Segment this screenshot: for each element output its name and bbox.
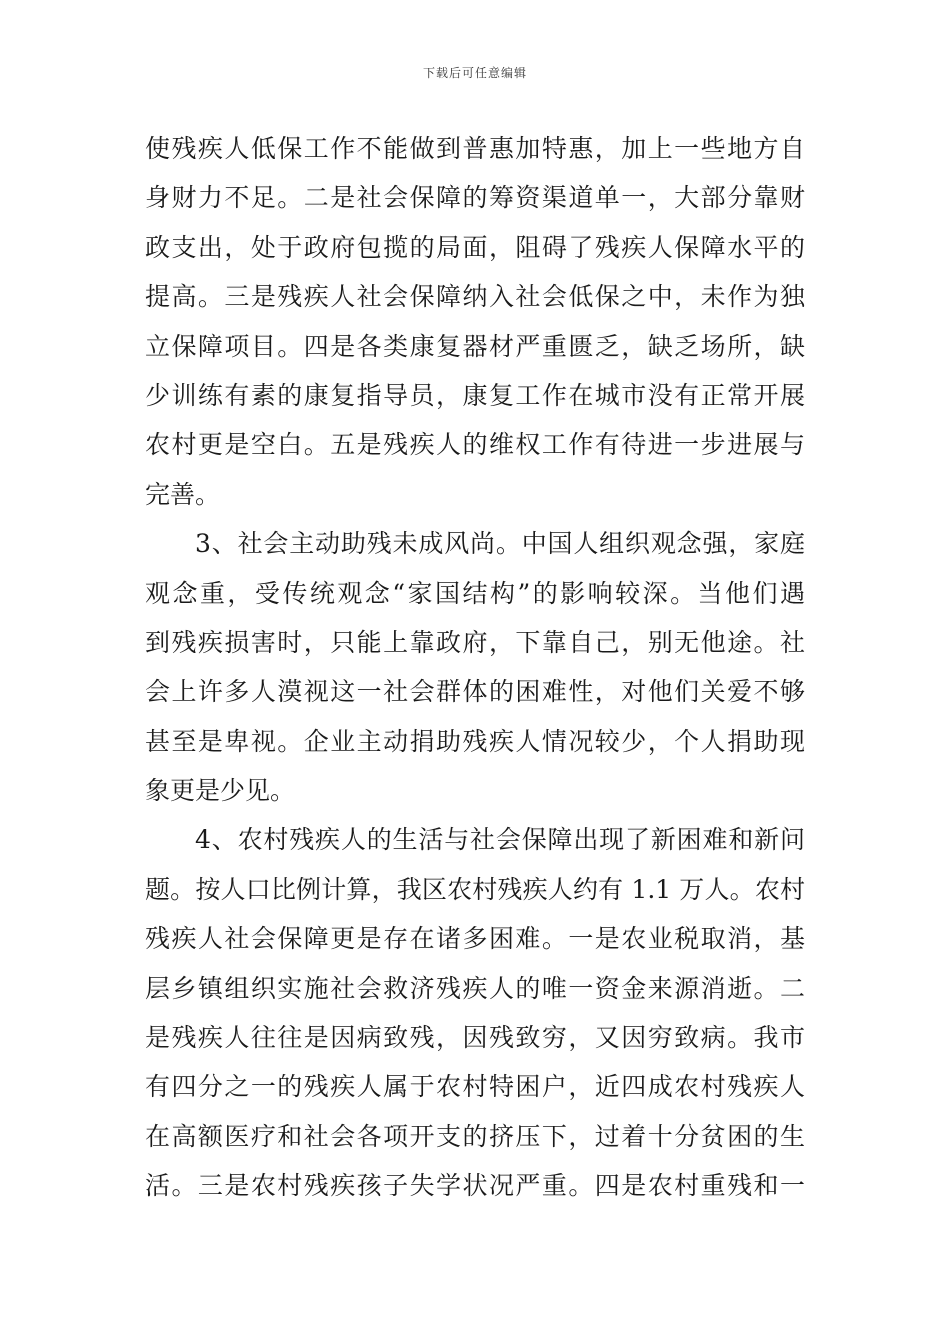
text-line: 完善。 [145,479,221,509]
text-line: 层乡镇组织实施社会救济残疾人的唯一资金来源消逝。二 [145,973,805,1003]
text-line: 活。三是农村残疾孩子失学状况严重。四是农村重残和一 [145,1171,805,1201]
document-body [145,124,805,1211]
text-line: 会上许多人漠视这一社会群体的困难性，对他们关爱不够 [145,677,805,707]
text-line: 少训练有素的康复指导员，康复工作在城市没有正常开展 [145,380,805,410]
text-line: 观念重，受传统观念“家国结构”的影响较深。当他们遇 [145,578,805,608]
paragraph-first-line: 3、社会主动助残未成风尚。中国人组织观念强，家庭 [195,529,805,559]
text-line: 提高。三是残疾人社会保障纳入社会低保之中，未作为独 [145,282,805,312]
text-line: 立保障项目。四是各类康复器材严重匮乏，缺乏场所，缺 [145,331,805,361]
paragraph-first-line: 4、农村残疾人的生活与社会保障出现了新困难和新问 [195,825,805,855]
text-line: 残疾人社会保障更是存在诸多困难。一是农业税取消，基 [145,924,805,954]
text-line: 身财力不足。二是社会保障的筹资渠道单一，大部分靠财 [145,183,805,213]
text-line: 使残疾人低保工作不能做到普惠加特惠，加上一些地方自 [145,134,805,163]
text-line: 政支出，处于政府包揽的局面，阻碍了残疾人保障水平的 [145,232,805,262]
text-line: 象更是少见。 [145,776,296,806]
text-line: 甚至是卑视。企业主动捐助残疾人情况较少，个人捐助现 [145,726,805,756]
text-line: 到残疾损害时，只能上靠政府，下靠自己，别无他途。社 [145,627,805,657]
text-line: 是残疾人往往是因病致残，因残致穷，又因穷致病。我市 [145,1023,805,1053]
text-line: 在高额医疗和社会各项开支的挤压下，过着十分贫困的生 [145,1121,805,1151]
page-header: 下载后可任意编辑 [422,66,527,80]
text-line: 农村更是空白。五是残疾人的维权工作有待进一步进展与 [145,430,805,460]
text-line: 题。按人口比例计算，我区农村残疾人约有 1.1 万人。农村 [145,874,805,904]
text-line: 有四分之一的残疾人属于农村特困户，近四成农村残疾人 [145,1072,805,1102]
